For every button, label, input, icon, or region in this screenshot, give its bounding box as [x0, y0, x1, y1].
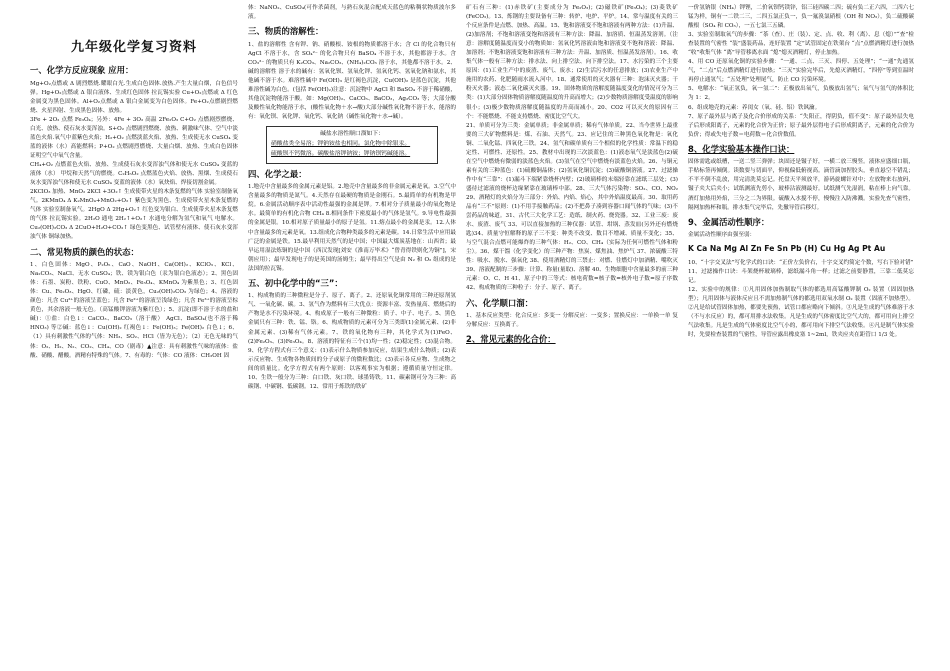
- paragraph: 金属活动性顺序由强至弱：: [688, 232, 756, 239]
- column-4: [688, 4, 914, 666]
- paragraph: 1、盐的溶解性 含有钾、钠、硝酸根、铵根的物质都溶于水；含 Cl 的化合物只有 AgCl 不溶于水，含 SO₄²⁻ 的化合物只有 BaSO₄ 不溶于水，其他都溶于水。含 CO₃²⁻ 的物质只有 K₂CO₃、Na₂CO₃、(NH₄)₂CO₃ 溶于水，其他都不溶于水。2、碱的溶解性 溶于水的碱有：氢氧化钡、氢氧化钾、氢氧化钙、氢氧化钠和氨水，其他碱不溶于水。难溶性碱中 Fe(OH)₃ 是红褐色沉淀，Cu(OH)₂ 是蓝色沉淀，其他难溶性碱为白色。(包括 Fe(OH)₂)注意：沉淀物中 AgCl 和 BaSO₄ 不溶于稀硝酸，其他沉淀物能溶于酸。如：Mg(OH)₂、CaCO₃、BaCO₃，Ag₂CO₃ 等；大部分酸及酸性氧化物能溶于水，(酸性氧化物＋水→酸)大部分碱性氧化物不溶于水，能溶的有：氧化钡、氧化钾、氧化钙、氧化钠（碱性氧化物＋水→碱）。: [248, 41, 456, 121]
- paragraph: 1.地壳中含量最多的金属元素是铝。2.地壳中含量最多的非金属元素是氧。3.空气中含量最多的物质是氮气。4.天然存在最硬的物质是金刚石。5.最简单的有机物是甲烷。6.金属活动顺序表中活动性最强的金属是钾。7.相对分子质量最小的氧化物是水。最简单的有机化合物 CH₄ 8.相同条件下密度最小的气体是氢气。9.导电性最强的金属是银。10.相对原子质量最小的原子是氢。11.熔点最小的金属是汞。12.人体中含量最多的元素是氧。13.组成化合物种类最多的元素是碳。14.日常生活中应用最广泛的金属是铁。15.最早利用天然气的是中国；中国最大煤炭基地在：山西省；最早运用湿法炼铜的是中国（西汉发现[刘安《淮南万毕术》“曾青得铁则化为铜”]，宋朝应用）；最早发现电子的是英国的汤姆生；最早得出空气是由 N₂ 和 O₂ 组成的是法国的拉瓦锡。: [248, 184, 456, 272]
- section-heading-threes: 五、初中化学中的“三”：: [248, 277, 343, 288]
- paragraph: Mg+O₂点燃或 Δ 剧烈燃烧.耀眼白光.生成白色固体.放热.产生大量白烟，白色信号弹。Hg+O₂点燃或 Δ 银白液体、生成红色固体 拉瓦锡实验 Cu+O₂点燃或 Δ 红色金属变为黑色固体。Al+O₂点燃或 Δ 银白金属变为白色固体。Fe+O₂点燃剧烈燃烧、火星四射、生成黑色固体、放热。: [30, 80, 238, 114]
- column-1: [30, 4, 238, 666]
- mnemonic-box: [266, 126, 438, 164]
- paragraph: 1、基本反应类型：化合反应：多变一 分解反应：一变多；置换反应：一单换一单 复分解反应：互换离子。: [466, 313, 678, 329]
- paragraph: 12、实验中的规律：①凡用固体加热制取气体的都选用高锰酸钾制 O₂ 装置（固固加热型）；凡用固体与液体反应且不需加热制气体的都选用双氧水制 O₂ 装置（固液不加热型）。②凡是给试管固体加热，都要先预热，试管口都应略向下倾斜。③凡是生成的气体难溶于水（不与水反应）的，都可用排水法收集。凡是生成的气体密度比空气大的，都可用向上排空气法收集。凡是生成的气体密度比空气小的，都可用向下排空气法收集。④凡是制气体实验时，先要检查装置的气密性，导管应露出橡皮塞 1~2ml，铁夹应夹在距管口 1/3 处。: [688, 286, 914, 338]
- paragraph: 1、构成物质的三种微粒是分子、原子、离子。2、还原氧化铜常用的三种还原剂氢气、一氧化碳、碳。3、氢气作为燃料有三大优点：资源丰富、发热量高、燃烧后的产物是水不污染环境。4、构成原子一般有三种微粒：质子、中子、电子。5、黑色金属只有三种：铁、锰、铬。6、构成物质的元素可分为三类即(1)金属元素、(2)非金属元素、(3)稀有气体元素。7、铁的氧化物有三种，其化学式为(1)FeO、(2)Fe₂O₃、(3)Fe₃O₄。8、溶液的特征有三个(1)均一性；(2)稳定性；(3)混合物。9、化学方程式有三个意义：(1)表示什么物质参加反应，结果生成什么物质；(2)表示反应物、生成物各物质间的分子或原子的微粒数比；(3)表示各反应物、生成物之间的质量比。化学方程式有两个原则：以客观事实为根据；遵循质量守恒定律。10、生铁一般分为三种：白口铁、灰口铁、球墨铸铁。11、碳素钢可分为三种：高碳钢、中碳钢、低碳钢。12、常用于炼铁的铁矿: [248, 293, 456, 390]
- section-heading-reactions: 一、化学方反应现象 应用：: [30, 65, 134, 76]
- activity-series: K Ca Na Mg Al Zn Fe Sn Pb (H) Cu Hg Ag Pt Au: [688, 244, 886, 254]
- section-heading-superlatives: 四、化学之最：: [248, 168, 307, 179]
- subheading-valence: 2、常见元素的化合价：: [466, 334, 556, 345]
- paragraph: 1、白色固体：MgO、P₂O₅、CaO、NaOH、Ca(OH)₂、KClO₃、KCl、Na₂CO₃、NaCl、无水 CuSO₄；铁、镁为银白色（汞为银白色液态）；2、黑色固体：石墨、炭粉、铁粉、CuO、MnO₂、Fe₃O₄、KMnO₄ 为紫黑色；3、红色固体：Cu、Fe₂O₃、HgO、红磷，硫：淡黄色，Cu₂(OH)₂CO₃ 为绿色；4、溶液的颜色：凡含 Cu²⁺的溶液呈蓝色；凡含 Fe²⁺的溶液呈浅绿色；凡含 Fe³⁺的溶液呈棕黄色，其余溶液一般无色。（高锰酸钾溶液为紫红色）；5、沉淀(即不溶于水的盐和碱)：①盐：白色↓：CaCO₃、BaCO₃（溶于酸） AgCl、BaSO₄(也不溶于稀 HNO₃) 等②碱：蓝色↓：Cu(OH)₂ 红褐色↓：Fe(OH)₃；Fe(OH)₂ 白色↓；6、（1）具有刺激性气体的气体：NH₃、SO₂、HCl（皆为无色）；（2）无色无味的气体：O₂、H₂、N₂、CO₂、CH₄、CO（剧毒）▲注意：具有刺激性气味的液体：盐酸、硝酸、醋酸。酒精有特殊的气体。7、有毒的：气体：CO 液体：CH₃OH 固: [30, 262, 238, 359]
- paragraph: 7、原子最外层与离子及化合价形成的关系：“失阳正，得阴负，值不变”：原子最外层失电子后形成阳离子，元素的化合价为正价；原子最外层得电子后形成阴离子，元素的化合价为负价；得或失电子数＝电荷数＝化合价数值。: [688, 113, 914, 138]
- paragraph: 3Fe + 2O₂ 点燃 Fe₃O₄；另外：4Fe + 3O₂ 高温 2Fe₂O₃ C+O₂ 点燃剧烈燃烧、白光、放热、使石灰水变浑浊。S+O₂ 点燃剧烈燃烧、放热、刺激味气体、空气中淡蓝色火焰.氧气中蓝紫色火焰；H₂+O₂ 点燃淡蓝火焰、放热、生成使无水 CuSO₄ 变蓝的液体（水）高能燃料；P+O₂ 点燃剧烈燃烧、大量白烟、放热、生成白色固体 证明空气中氧气含量。: [30, 116, 238, 160]
- section-heading-solubility: 三、物质的溶解性：: [248, 26, 324, 37]
- subheading-lab-operations: 8、化学实验基本操作口诀：: [688, 143, 795, 154]
- paragraph: 21、单质可分为三类：金属单质；非金属单质；稀有气体单质。22、当今世界上最重要的三大矿物燃料是：煤、石油、天然气。23、应记住的三种黑色氧化物是：氧化铜、二氧化锰、四氧化三铁。24、氢气和碳单质有三个相似的化学性质：常温下的稳定性、可燃性、还原性。25、教材中出现的三次淡蓝色：(1)液态氧气是淡蓝色(2)硫在空气中燃烧有微弱的淡蓝色火焰。(3)氢气在空气中燃烧有淡蓝色火焰。26、与铜元素有关的三种蓝色：(1)硫酸铜晶体；(2)氢氧化铜沉淀；(3)硫酸铜溶液。27、过滤操作中有“三靠”：(1)漏斗下端紧靠烧杯内壁；(2)玻璃棒的末端轻靠在滤纸三层处；(3)盛待过滤液的烧杯边缘紧靠在玻璃棒中部。28、三大气体污染物：SO₂、CO、NO₂ 29、酒精灯的火焰分为三部分：外焰、内焰、焰心，其中外焰温度最高。30、取用药品有“三不”原则：(1)不用手接触药品；(2)不把鼻子凑到容器口闻气体的气味；(3)不尝药品的味道。31、古代三大化学工艺：造纸、制火药、烧瓷器。32、工业三废：废水、废渣、废气 33、可以直接加热的三种仪器：试管、坩埚、蒸发皿(另外还有燃烧匙)34、质量守恒解释的原子三不变：种类不改变、数目不增减、质量不变化；35、与空气混合点燃可能爆炸的三种气体：H₂、CO、CH₄（实际为任何可燃性气体和粉尘）。36、煤干馏（化学变化）的三种产物：焦炭、煤焦油、焦炉气 37、浓硫酸三特性：吸水、脱水、强氧化 38、使用酒精灯的三禁止：对燃、往燃灯中加酒精、嘴吹灭 39、溶液配制的三步骤：计算、称量(量取)、溶解 40、生物细胞中含量最多的前三种元素：O、C、H 41、原子中的三等式：核电荷数=核子数=核外电子数=原子序数 42、构成物质的三种粒子：分子、原子、离子。: [466, 122, 678, 292]
- paragraph: 矿石有三种：(1)赤铁矿(主要成分为 Fe₂O₃)；(2)磁铁矿(Fe₃O₄)；(3)菱铁矿(FeCO₃)。13、炼钢的主要设备有三种：转炉、电炉、平炉。14、常与温度有关的三个反应条件是点燃、加热、高温。15、饱和溶液变不饱和溶液有两种方法：(1)升温、(2)加溶剂；不饱和溶液变饱和溶液有三种方法：降温、加溶质、恒温蒸发溶剂。（注意：溶解度随温度而变小的物质如：氢氧化钙溶液由饱和溶液变不饱和溶液：降温、加溶剂；不饱和溶液变饱和溶液有三种方法：升温、加溶质、恒温蒸发溶剂）。16、收集气体一般有三种方法：排水法、向上排空法、向下排空法。17、水污染的三个主要原因：(1)工业生产中的废渣、废气、废水；(2)生活污水的任意排放；(3)农业生产中施用的农药、化肥随雨水流入河中。18、通常使用的灭火器有三种：泡沫灭火器；干粉灭火器；液态二氧化碳灭火器。19、固体物质的溶解度随温度变化的情况可分为三类：(1)大部分固体物质溶解度随温度的升高而增大；(2)少数物质溶解度受温度的影响很小；(3)极少数物质溶解度随温度的升高而减小。20、CO2 可以灭火的原因有三个：不能燃烧、不能支持燃烧、密度比空气大。: [466, 5, 678, 120]
- document-title: 九年级化学复习资料: [70, 40, 197, 55]
- paragraph: 11、过滤操作口诀：斗架烧杯玻璃棒，滤纸漏斗角一样；过滤之前要静置，三靠二低莫忘记。: [688, 268, 914, 284]
- section-heading-colors: 二、常见物质的颜色的状态：: [30, 246, 139, 257]
- subheading-activity-series: 9、金属活动性顺序：: [688, 216, 770, 227]
- paragraph: 体：NaNO₂、CuSO₄(可作杀菌剂，与熟石灰混合配成天蓝色的粘稠状物质波尔多液。: [248, 5, 456, 21]
- paragraph: 4、用 CO 还原氧化铜的实验步骤：“一通、二点、三灭、四停、五处理”；“一通”先通氢气，“二点”后点燃酒精灯进行加热；“三灭”实验完毕后，先熄灭酒精灯，“四停”等到室温时再停止通氢气；“五处理”处理尾气，防止 CO 污染环境。: [688, 59, 914, 84]
- section-heading-rhymes: 六、化学顺口溜：: [466, 297, 533, 308]
- paragraph: 2KClO₃ 加热、MnO₂ 2KCl +3O₂↑ 生成使带火星的木条复燃的气体 实验室制备氧气。2KMnO₄ Δ K₂MnO₄+MnO₂+O₂↑ 紫色变为黑色、生成使带火星木条复燃的气体 实验室制备氧气。2HgO Δ 2Hg+O₂↑ 红色变为银白、生成使带火星木条复燃的气体 拉瓦锡实验。2H₂O 通电 2H₂↑+O₂↑ 水通电分解为氢气和氧气 电解水。Cu₂(OH)₂CO₃ Δ 2CuO+H₂O+CO₂↑ 绿色变黑色、试管壁有液体、使石灰水变浑浊气体 铜绿加热。: [30, 189, 238, 241]
- mnemonic-title: 碱盐水溶性顺口溜如下：: [320, 131, 384, 138]
- paragraph: 5、电解水：“氧正氢负，氧一氢二”：正极放出氧气，负极放出氢气；氧气与氢气的体积比为 1：2。: [688, 86, 914, 102]
- paragraph: 一价氢钠银（NH₄）钾锂，二价氧钡钙镁锌，铝三硅四碳二四；硫有负二正六四，二四六七锰为样，铜有一二铁二三，二四五氯正负一，负一氟溴氯硝根（OH 和 NO₃），负二硫酸碳酸根（SO₄ 和 CO₃），一五七氯三五磷。: [688, 5, 914, 30]
- paragraph: 固体需匙或纸槽，一送二竖三弹弹；块固还是镊子好，一横二放三慢竖。液体应盛细口瓶，手贴标签再倾倒。读数要与切面平，仰视偏低俯视高。滴管滴加捏胶头，垂直悬空不错乱；不平不倒不乱放，用完清洗莫忘记。托盘天平须放平，游码旋螺针对中；左放物来右放码，镊子夹大后夹小；试纸测液先剪小，玻棒沾液测最好。试纸测气先湿润，粘在棒上向气靠。酒灯加热用外焰，三分之二为界限。硫酸入水搅不停，慢慢注入防沸溅。实验先查气密性，隔网加热杯和瓶。排水集气完毕后，先撤导管后移灯。: [688, 159, 914, 211]
- mnemonic-line: 硫酸钡不钙微溶。碳酸盐溶钾钠铵；钾钠钡钙碱能溶。: [271, 150, 411, 157]
- paragraph: 6、组成地壳的元素：养闺女（氧、硅、铝）铁讽瀹。: [688, 104, 821, 111]
- column-3: [466, 4, 678, 666]
- column-2: [248, 4, 456, 666]
- paragraph: CH₄+O₂ 点燃蓝色火焰、放热、生成使石灰水变浑浊气体和使无水 CuSO₄ 变蓝的液体（水） 甲烷和天然气的燃烧。C₂H₅O₂ 点燃蓝色火焰、放热、黑烟、生成使石灰水变浑浊气体和使无水 CuSO₄ 变蓝的液体（水）氧炔焰、焊接切割金属。: [30, 162, 238, 187]
- mnemonic-line: 硝酸盐类全易溶；钾钠铵盐也相同。氯化物中除银汞。: [271, 140, 411, 147]
- paragraph: 10、“十字交叉法”写化学式的口诀：“正价左负价右，十字交叉约简定个数，写右下验对错”: [688, 259, 914, 266]
- paragraph: 3、实验室制取氧气的步骤：“茶（查）、庄（装）、定、点、收、利（离）、息（熄）”“查”检查装置的气密性 “装”盛装药品，连好装置 “定”试管固定在铁架台 “点”点燃酒精灯进行加热 “收”收集气体 “离”导管移离水面 “熄”熄灭酒精灯，停止加热。: [688, 32, 914, 57]
